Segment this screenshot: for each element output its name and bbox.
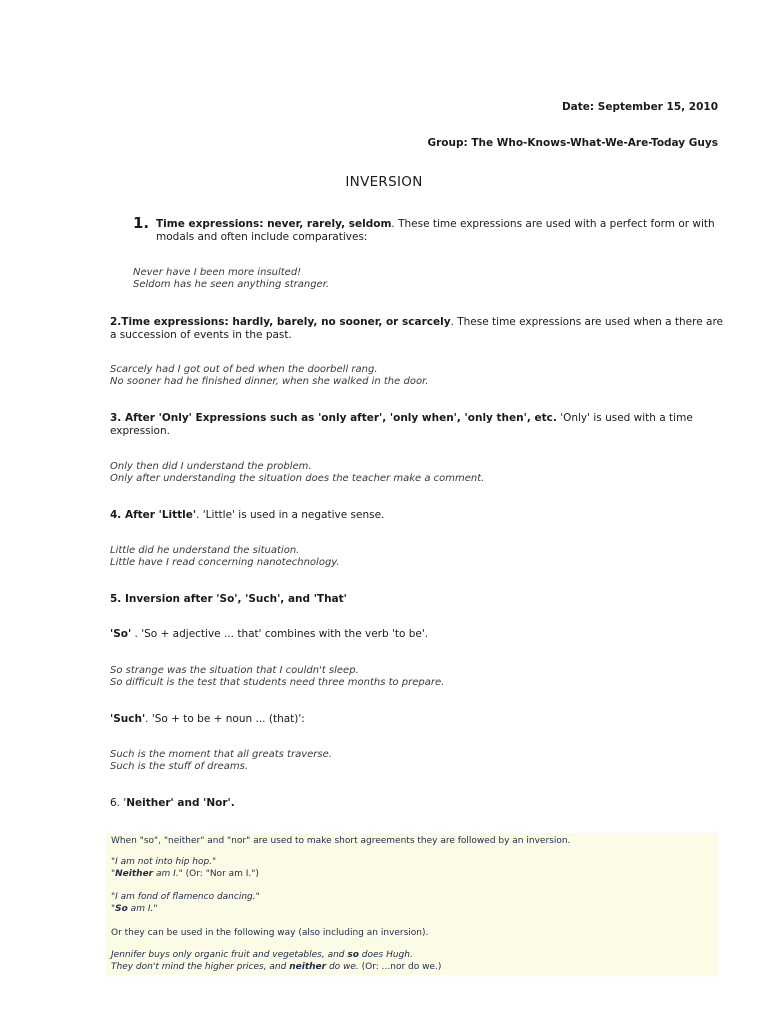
box-example-1a: "I am not into hip hop." — [111, 857, 217, 867]
section-6-heading: 6. 'Neither' and 'Nor'. — [110, 797, 235, 809]
box-example-2b: "So am I." — [111, 904, 158, 914]
box-example-2a: "I am fond of flamenco dancing." — [111, 892, 260, 902]
date-line: Date: September 15, 2010 — [561, 101, 718, 113]
neither-nor-note-box — [106, 833, 718, 975]
box-example-3a: Jennifer buys only organic fruit and vegetables, and so does Hugh. — [111, 950, 413, 960]
box-intro: When "so", "neither" and "nor" are used to make short agreements they are followed by an inversion. — [111, 836, 571, 846]
section-1-text: Time expressions: never, rarely, seldom. These time expressions are used with a perfect form or with modals and often include comparatives: — [156, 218, 715, 243]
section-2-text: 2.Time expressions: hardly, barely, no sooner, or scarcely. These time expressions are used when a there are a succession of events in the past. — [110, 316, 724, 341]
section-1-examples: Never have I been more insulted! Seldom has he seen anything stranger. — [133, 267, 330, 290]
section-2-examples: Scarcely had I got out of bed when the doorbell rang. No sooner had he finished dinner, when she walked in the door. — [110, 364, 429, 387]
section-5-heading: 5. Inversion after 'So', 'Such', and 'That' — [110, 593, 347, 605]
so-rule-text: 'So' . 'So + adjective ... that' combines with the verb 'to be'. — [110, 628, 429, 640]
box-example-3b: They don't mind the higher prices, and neither do we. (Or: ...nor do we.) — [111, 962, 442, 972]
box-example-1b: "Neither am I." (Or: "Nor am I.") — [111, 869, 259, 879]
section-4-text: 4. After 'Little'. 'Little' is used in a negative sense. — [110, 509, 385, 521]
group-line: Group: The Who-Knows-What-We-Are-Today Guys — [427, 137, 718, 149]
box-mid-text: Or they can be used in the following way (also including an inversion). — [111, 928, 429, 938]
section-3-examples: Only then did I understand the problem. Only after understanding the situation does the teacher make a comment. — [110, 461, 485, 484]
section-3-text: 3. After 'Only' Expressions such as 'only after', 'only when', 'only then', etc. 'Only' is used with a time expression. — [110, 412, 693, 437]
such-rule-text: 'Such'. 'So + to be + noun ... (that)': — [110, 713, 305, 725]
page-title: INVERSION — [345, 174, 423, 190]
so-examples: So strange was the situation that I couldn't sleep. So difficult is the test that students need three months to prepare. — [110, 665, 445, 688]
section-1-number: 1. — [133, 214, 150, 232]
section-4-examples: Little did he understand the situation. Little have I read concerning nanotechnology. — [110, 545, 340, 568]
such-examples: Such is the moment that all greats traverse. Such is the stuff of dreams. — [110, 749, 332, 772]
